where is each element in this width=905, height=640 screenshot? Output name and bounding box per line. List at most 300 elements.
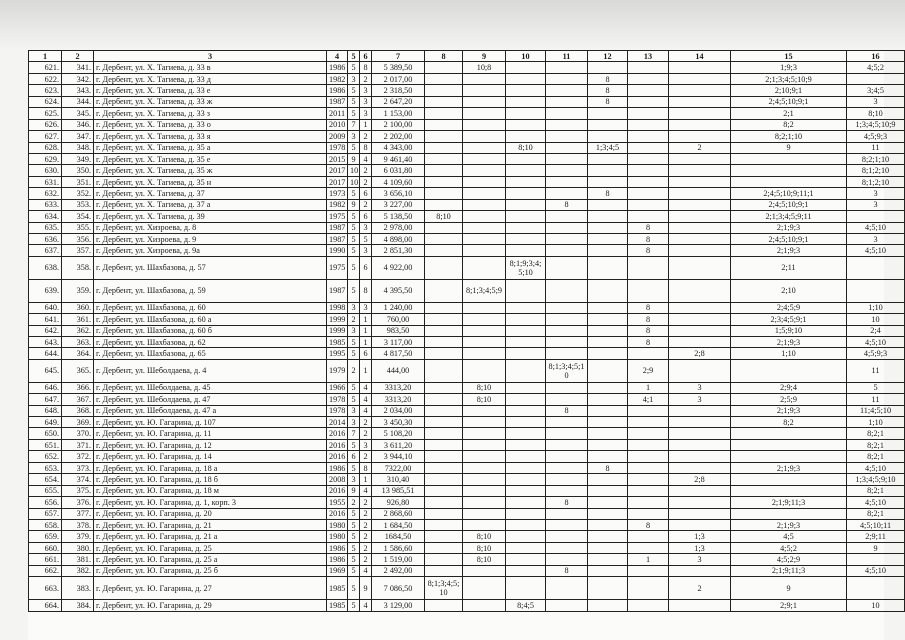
cell-col-15: 2;1 [731,108,847,119]
cell-col-14: 2;8 [669,474,731,485]
cell-col-15: 2;9;1 [731,600,847,611]
cell-floors: 5 [348,108,360,119]
cell-col-16: 1;10 [847,417,905,428]
cell-address: г. Дербент, ул. Х. Тагиева, д. 33 д [94,73,327,84]
cell-house-number: 350. [62,165,94,176]
cell-col-12 [588,314,628,325]
cell-address: г. Дербент, ул. Х. Тагиева, д. 33 в [94,62,327,73]
cell-entrances: 6 [360,256,372,279]
cell-row-number: 627. [29,131,62,142]
cell-row-number: 635. [29,222,62,233]
cell-col-14 [669,600,731,611]
table-row [29,279,905,302]
cell-year-built: 1980 [327,519,348,530]
cell-col-9 [463,508,506,519]
cell-col-10 [506,279,546,302]
cell-floors: 5 [348,394,360,405]
cell-col-16: 4;5;10 [847,245,905,256]
cell-entrances: 8 [360,462,372,473]
cell-col-12 [588,245,628,256]
cell-year-built: 1986 [327,62,348,73]
cell-address: г. Дербент, ул. Х. Тагиева, д. 35 ж [94,165,327,176]
table-row [29,519,905,530]
cell-floors: 7 [348,428,360,439]
table-row [29,417,905,428]
cell-col-14 [669,165,731,176]
cell-col-12 [588,394,628,405]
cell-col-11 [546,131,588,142]
cell-house-number: 346. [62,119,94,130]
cell-year-built: 2016 [327,439,348,450]
cell-house-number: 358. [62,256,94,279]
scan-top-margin [0,0,905,50]
cell-entrances: 8 [360,142,372,153]
cell-entrances: 1 [360,359,372,382]
cell-col-9 [463,336,506,347]
cell-address: г. Дербент, ул. Ю. Гагарина, д. 12 [94,439,327,450]
cell-floors: 5 [348,96,360,107]
cell-area: 9 461,40 [372,153,425,164]
cell-col-8 [425,176,463,187]
cell-col-13 [628,405,669,416]
cell-col-16: 3 [847,96,905,107]
cell-col-13 [628,108,669,119]
cell-year-built: 2015 [327,153,348,164]
cell-col-10 [506,485,546,496]
cell-col-15: 2;1;9;3 [731,462,847,473]
cell-house-number: 341. [62,62,94,73]
cell-col-9 [463,451,506,462]
cell-house-number: 352. [62,188,94,199]
cell-col-13 [628,508,669,519]
cell-col-13: 8 [628,336,669,347]
cell-col-14 [669,485,731,496]
cell-house-number: 372. [62,451,94,462]
cell-floors: 5 [348,508,360,519]
table-row [29,222,905,233]
cell-col-16: 1;10 [847,302,905,313]
cell-col-10 [506,417,546,428]
column-header-10: 10 [506,51,546,62]
cell-floors: 5 [348,519,360,530]
cell-year-built: 1978 [327,142,348,153]
cell-floors: 7 [348,119,360,130]
cell-area: 13 985,51 [372,485,425,496]
cell-col-15 [731,439,847,450]
cell-year-built: 1986 [327,554,348,565]
cell-col-11: 8 [546,405,588,416]
cell-col-15: 2;4;5;10;9;11;1 [731,188,847,199]
cell-floors: 9 [348,485,360,496]
cell-col-10 [506,85,546,96]
cell-row-number: 625. [29,108,62,119]
cell-address: г. Дербент, ул. Ю. Гагарина, д. 25 б [94,565,327,576]
cell-col-15: 2;1;9;11;3 [731,497,847,508]
cell-col-10 [506,439,546,450]
cell-col-9 [463,405,506,416]
cell-entrances: 6 [360,348,372,359]
cell-address: г. Дербент, ул. Ю. Гагарина, д. 1, корп. 3 [94,497,327,508]
cell-year-built: 2011 [327,108,348,119]
cell-col-13 [628,153,669,164]
table-row [29,176,905,187]
cell-col-8 [425,531,463,542]
cell-col-11 [546,62,588,73]
cell-col-11 [546,302,588,313]
cell-col-12 [588,176,628,187]
cell-floors: 2 [348,359,360,382]
cell-col-8 [425,165,463,176]
cell-year-built: 2017 [327,176,348,187]
cell-area: 926,80 [372,497,425,508]
cell-year-built: 1986 [327,542,348,553]
cell-address: г. Дербент, ул. Хизроева, д. 8 [94,222,327,233]
cell-area: 1 519,00 [372,554,425,565]
cell-col-12 [588,531,628,542]
cell-col-10 [506,302,546,313]
cell-col-12 [588,554,628,565]
table-row [29,153,905,164]
cell-entrances: 4 [360,485,372,496]
cell-address: г. Дербент, ул. Хизроева, д. 9 [94,234,327,245]
cell-col-13: 8 [628,302,669,313]
cell-entrances: 5 [360,234,372,245]
cell-col-11 [546,531,588,542]
cell-entrances: 2 [360,176,372,187]
cell-area: 2 647,20 [372,96,425,107]
cell-house-number: 377. [62,508,94,519]
cell-area: 3 129,00 [372,600,425,611]
cell-col-15: 2;1;9;3 [731,336,847,347]
cell-area: 1 153,00 [372,108,425,119]
cell-house-number: 373. [62,462,94,473]
cell-area: 5 138,50 [372,211,425,222]
cell-floors: 5 [348,382,360,393]
cell-entrances: 3 [360,245,372,256]
cell-year-built: 2016 [327,451,348,462]
column-header-1: 1 [29,51,62,62]
cell-row-number: 647. [29,394,62,405]
cell-col-16: 4;5;10 [847,497,905,508]
cell-address: г. Дербент, ул. Шеболдаева, д. 47 а [94,405,327,416]
cell-row-number: 637. [29,245,62,256]
cell-col-8 [425,199,463,210]
cell-col-12: 8 [588,85,628,96]
cell-col-12: 8 [588,188,628,199]
cell-col-12 [588,577,628,600]
cell-row-number: 662. [29,565,62,576]
cell-area: 4 109,60 [372,176,425,187]
cell-col-16: 4;5;9;3 [847,348,905,359]
cell-area: 2 492,00 [372,565,425,576]
cell-col-10 [506,394,546,405]
table-row [29,497,905,508]
table-row [29,531,905,542]
cell-col-11 [546,382,588,393]
cell-col-15: 2;4;5;9 [731,302,847,313]
cell-entrances: 2 [360,417,372,428]
cell-col-8 [425,62,463,73]
cell-entrances: 2 [360,531,372,542]
cell-col-8 [425,119,463,130]
cell-col-11: 8;1;3;4;5;10 [546,359,588,382]
cell-col-13 [628,565,669,576]
cell-floors: 3 [348,131,360,142]
cell-col-12 [588,131,628,142]
cell-col-14 [669,325,731,336]
cell-floors: 5 [348,542,360,553]
cell-area: 3 117,00 [372,336,425,347]
cell-entrances: 3 [360,85,372,96]
cell-year-built: 1985 [327,600,348,611]
cell-year-built: 1999 [327,325,348,336]
cell-year-built: 2008 [327,474,348,485]
cell-col-9 [463,462,506,473]
cell-col-12 [588,348,628,359]
cell-entrances: 6 [360,211,372,222]
cell-col-14 [669,108,731,119]
cell-house-number: 356. [62,234,94,245]
cell-floors: 3 [348,325,360,336]
cell-floors: 5 [348,531,360,542]
cell-col-15: 2;11 [731,256,847,279]
cell-year-built: 1995 [327,348,348,359]
table-row [29,96,905,107]
cell-row-number: 634. [29,211,62,222]
cell-row-number: 636. [29,234,62,245]
cell-col-14 [669,188,731,199]
cell-row-number: 640. [29,302,62,313]
cell-col-12: 8 [588,96,628,107]
cell-area: 1 586,60 [372,542,425,553]
cell-col-13 [628,542,669,553]
cell-address: г. Дербент, ул. Х. Тагиева, д. 37 [94,188,327,199]
cell-col-16: 3 [847,188,905,199]
cell-col-16: 4;5;10;11 [847,519,905,530]
cell-col-16: 1;3;4;5;9;10 [847,474,905,485]
cell-col-12 [588,508,628,519]
cell-col-10 [506,382,546,393]
cell-area: 3313,20 [372,394,425,405]
cell-row-number: 664. [29,600,62,611]
cell-col-11 [546,394,588,405]
cell-col-13 [628,176,669,187]
cell-year-built: 2009 [327,131,348,142]
cell-col-9 [463,600,506,611]
cell-col-13 [628,96,669,107]
cell-area: 3 611,20 [372,439,425,450]
cell-col-12 [588,119,628,130]
cell-house-number: 374. [62,474,94,485]
cell-entrances: 1 [360,119,372,130]
cell-col-13 [628,497,669,508]
cell-col-9: 8;1;3;4;5;9 [463,279,506,302]
cell-year-built: 1986 [327,85,348,96]
table-row [29,119,905,130]
cell-col-10 [506,497,546,508]
table-row [29,542,905,553]
table-row [29,314,905,325]
cell-entrances: 1 [360,325,372,336]
cell-col-16: 4;5;10 [847,565,905,576]
cell-house-number: 361. [62,314,94,325]
cell-col-9 [463,85,506,96]
cell-col-8 [425,359,463,382]
cell-col-15 [731,485,847,496]
cell-col-16: 11;4;5;10 [847,405,905,416]
cell-row-number: 639. [29,279,62,302]
cell-floors: 5 [348,142,360,153]
cell-col-8 [425,142,463,153]
cell-col-14 [669,336,731,347]
cell-house-number: 353. [62,199,94,210]
cell-house-number: 371. [62,439,94,450]
cell-floors: 5 [348,577,360,600]
cell-col-15: 2;3;4;5;9;1 [731,314,847,325]
cell-year-built: 1987 [327,234,348,245]
cell-row-number: 652. [29,451,62,462]
cell-col-11 [546,600,588,611]
cell-col-12 [588,325,628,336]
cell-year-built: 1987 [327,222,348,233]
cell-row-number: 622. [29,73,62,84]
cell-col-11 [546,188,588,199]
cell-col-13: 1 [628,382,669,393]
cell-col-16 [847,279,905,302]
cell-col-8 [425,336,463,347]
cell-address: г. Дербент, ул. Ю. Гагарина, д. 21 а [94,531,327,542]
cell-area: 4 898,00 [372,234,425,245]
cell-entrances: 2 [360,554,372,565]
cell-address: г. Дербент, ул. Ю. Гагарина, д. 27 [94,577,327,600]
cell-floors: 10 [348,176,360,187]
cell-entrances: 2 [360,542,372,553]
cell-col-10 [506,336,546,347]
cell-entrances: 4 [360,394,372,405]
cell-col-11: 8 [546,497,588,508]
cell-col-10 [506,508,546,519]
cell-col-13 [628,256,669,279]
cell-col-8 [425,153,463,164]
cell-col-11 [546,119,588,130]
cell-col-13: 8 [628,325,669,336]
cell-col-11 [546,96,588,107]
cell-area: 7 086,50 [372,577,425,600]
cell-address: г. Дербент, ул. Х. Тагиева, д. 33 з [94,108,327,119]
cell-col-14: 3 [669,382,731,393]
cell-col-15: 2;1;9;3 [731,519,847,530]
cell-floors: 5 [348,565,360,576]
cell-col-11 [546,108,588,119]
cell-col-14 [669,119,731,130]
cell-floors: 3 [348,73,360,84]
table-row [29,302,905,313]
column-header-15: 15 [731,51,847,62]
cell-address: г. Дербент, ул. Шеболдаева, д. 45 [94,382,327,393]
cell-col-13 [628,85,669,96]
cell-col-11 [546,279,588,302]
cell-year-built: 2010 [327,119,348,130]
cell-col-10 [506,565,546,576]
cell-house-number: 369. [62,417,94,428]
table-row [29,359,905,382]
cell-col-12 [588,279,628,302]
cell-col-13: 8 [628,314,669,325]
cell-row-number: 623. [29,85,62,96]
cell-col-11 [546,256,588,279]
cell-col-10 [506,554,546,565]
cell-col-12 [588,497,628,508]
table-row [29,85,905,96]
cell-col-10 [506,531,546,542]
cell-house-number: 343. [62,85,94,96]
cell-col-9 [463,428,506,439]
cell-year-built: 2016 [327,508,348,519]
cell-entrances: 9 [360,577,372,600]
cell-address: г. Дербент, ул. Шеболдаева, д. 4 [94,359,327,382]
cell-house-number: 364. [62,348,94,359]
cell-col-16: 8;2;1 [847,428,905,439]
cell-row-number: 630. [29,165,62,176]
cell-col-16 [847,211,905,222]
cell-col-14 [669,234,731,245]
cell-year-built: 2016 [327,428,348,439]
cell-col-12 [588,417,628,428]
cell-col-12 [588,153,628,164]
cell-row-number: 649. [29,417,62,428]
cell-address: г. Дербент, ул. Ю. Гагарина, д. 11 [94,428,327,439]
column-header-8: 8 [425,51,463,62]
cell-area: 1 240,00 [372,302,425,313]
cell-col-15 [731,359,847,382]
cell-col-11: 8 [546,565,588,576]
cell-col-12 [588,302,628,313]
table-row [29,394,905,405]
cell-col-8 [425,405,463,416]
cell-col-14 [669,222,731,233]
cell-address: г. Дербент, ул. Шахбазова, д. 60 а [94,314,327,325]
cell-col-9: 8;10 [463,542,506,553]
cell-col-14 [669,131,731,142]
cell-entrances: 1 [360,474,372,485]
cell-col-16 [847,577,905,600]
cell-col-10 [506,96,546,107]
cell-col-9 [463,302,506,313]
cell-col-9 [463,142,506,153]
table-row [29,382,905,393]
cell-col-8 [425,428,463,439]
cell-col-11 [546,577,588,600]
table-row [29,474,905,485]
cell-floors: 5 [348,279,360,302]
cell-area: 2 318,50 [372,85,425,96]
cell-row-number: 645. [29,359,62,382]
cell-floors: 9 [348,199,360,210]
cell-year-built: 1975 [327,211,348,222]
cell-col-8 [425,325,463,336]
cell-col-14 [669,565,731,576]
cell-col-12: 8 [588,462,628,473]
cell-floors: 3 [348,474,360,485]
cell-entrances: 4 [360,565,372,576]
cell-area: 2 034,00 [372,405,425,416]
cell-entrances: 4 [360,153,372,164]
cell-floors: 3 [348,405,360,416]
cell-col-14 [669,153,731,164]
cell-col-9 [463,165,506,176]
cell-col-10 [506,211,546,222]
cell-col-10: 8;10 [506,142,546,153]
